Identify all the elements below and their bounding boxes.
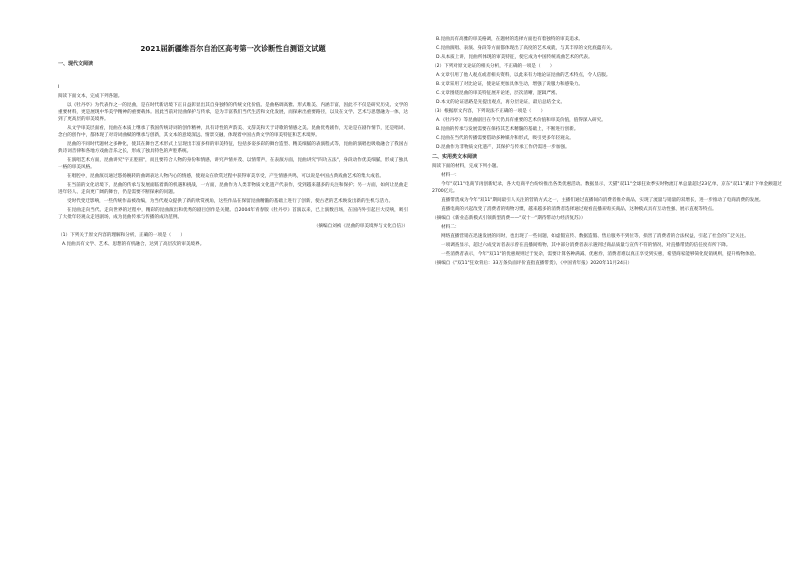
paragraph-4: 在演唱艺术方面，昆曲讲究"字正腔圆"，而且要符合人物的身份和情感，讲究声情并茂、以情带声，在表演方面，昆曲讲究"四功五法"，身段动作优美细腻，形成了独具一格的审美风格。 bbox=[58, 158, 408, 170]
material-1-paragraph-3: 直播电商的兴起改变了消费者的购物习惯，越来越多的消费者选择通过观看直播来购买商品，这种模式具有互动性强、展示直观等特点。 bbox=[441, 207, 717, 212]
q1-option-d: D.从本质上讲，昆曲所体现的审美特征，使它成为中国传统戏曲艺术的代表。 bbox=[436, 55, 593, 60]
reading-intro: 阅读下面文本，完成下列各题。 bbox=[58, 94, 123, 99]
paragraph-5: 在唱腔中，昆曲演员通过悠扬婉转的曲调表达人物内心的情感，使观众在欣赏过程中获得审美享受，产生情感共鸣，可以说是中国古典戏曲艺术的集大成者。 bbox=[67, 174, 384, 179]
reading-intro-2: 阅读下面的材料，完成下列小题。 bbox=[432, 164, 501, 169]
q2-option-b: B.文章采用了对比论证，使论证更加具体生动，增强了说服力和感染力。 bbox=[436, 82, 584, 87]
material-1-paragraph-2: 直播带货成为今年"双11"期间最引人关注的营销方式之一，主播们通过直播间向消费者推介商品，实现了流量与销量的双增长，进一步推动了电商消费的发展。 bbox=[441, 198, 764, 203]
q1-option-c: C.昆曲演唱、表演、身段等方面都体现出了高度的艺术成就，与其丰厚的文化底蕴有关。 bbox=[436, 46, 616, 51]
paragraph-6: 在当前的文化语境下，昆曲的传承与发展面临着新的机遇和挑战，一方面，昆曲作为人类非物质文化遗产代表作，受到越来越多的关注和保护；另一方面，如何让昆曲走进年轻人、走向更广阔的舞台，仍是需要不断探索的问题。 bbox=[58, 183, 408, 195]
source-citation: （摘编自刘祯《昆曲的审美境界与文化自信》） bbox=[313, 224, 408, 229]
question-2: （2）下列对原文论证的相关分析，不正确的一项是（ ） bbox=[432, 64, 555, 69]
material-2-paragraph-2: 一项调查显示，超过六成受访者表示曾在直播间购物，其中部分消费者表示遇到过商品质量与宣传不符的情况，对直播带货的信任度有所下降。 bbox=[441, 243, 731, 248]
material-2-paragraph-3: 一些消费者表示，今年"双11"的优惠规则过于复杂，需要计算各种满减、优惠券，消费者难以真正享受到实惠，希望商家能够简化促销规则，提升购物体验。 bbox=[441, 252, 759, 257]
paragraph-2: 从文学审美层面看，昆曲在本质上继承了我国传统诗词的创作精神，具有诗性的声韵美、文辞美和天于诗歌的情感之美。昆曲优秀剧作，无论是在剧作情节，还是唱词、念白的创作中，都体现了对诗词曲赋的继承与创新，其文本的意境深远、情景交融，体现着中国古典文学的审美特征和艺术境界。 bbox=[58, 126, 408, 138]
q2-option-a: A.文章引用了他人观点或者相关资料，以此来有力地论证昆曲的艺术特点，令人信服。 bbox=[436, 73, 611, 78]
paragraph-7: 受时代变迁影响，一些传统作品被改编，为当代观众提供了新的欣赏视角，这些作品在保留昆曲精髓的基础上进行了创新，使古老的艺术焕发出新的生机与活力。 bbox=[67, 199, 394, 204]
question-3: （3）根据原文内容，下列说法不正确的一项是（ ） bbox=[432, 109, 546, 114]
roman-numeral: I bbox=[58, 85, 60, 90]
q3-option-d: D.昆曲作为非物质文化遗产，其保护与传承工作仍需进一步加强。 bbox=[436, 145, 570, 150]
section-heading-1: 一、现代文阅读 bbox=[58, 61, 94, 67]
source-citation-2: （摘编自《新业态新模式引领新型消费——"双十一"期待带动力经济复苏》） bbox=[432, 216, 586, 221]
material-2-paragraph-1: 网络直播营销在迅速发展的同时，也出现了一些问题，如虚假宣传、数据造假、售后服务不到位等，损害了消费者的合法权益，引起了社会的广泛关注。 bbox=[441, 234, 749, 239]
paragraph-3: 昆曲的不同时代题材之多种化，使其在舞台艺术形式上呈现出丰富多样的审美特征，包括多姿多彩的舞台造型、精美细腻的表演程式等，昆曲的演唱也吸收融合了我国古典诗词音律和各地方戏曲音乐之长，形成了独具特色的声腔系统。 bbox=[58, 142, 408, 154]
left-column bbox=[58, 58, 408, 250]
q2-option-d: D.本文的论证思路是先提出观点，再分层论证，最后总结全文。 bbox=[436, 100, 566, 105]
material-2-label: 材料二： bbox=[441, 225, 460, 230]
q3-option-b: B.昆曲的传承与发展需要在保持其艺术精髓的基础上，不断进行创新。 bbox=[436, 127, 579, 132]
question-1-option-a: A.昆曲具有文学、艺术、思想的有机融合，达到了高层次的审美境界。 bbox=[62, 242, 205, 247]
right-column bbox=[432, 36, 782, 269]
document-title: 2021届新疆维吾尔自治区高考第一次诊断性自测语文试题 bbox=[140, 44, 326, 53]
material-1-label: 材料一： bbox=[441, 173, 460, 178]
source-citation-3: （摘编自《"双11"狂欢背后：33万条负面评价直指直播带货》，《中国青年报》2020年11月24日） bbox=[432, 261, 633, 266]
paragraph-1: 以《牡丹亭》为代表作之一的昆曲，是在时代新语境下正日益彰显出其自身独特的传统文化价值。是曲格调高雅、形式唯美、内涵丰富，因此不不仅是研究历史、文学的重要材料，更是展现中华美学精神的重要载体。因此当前对昆曲保护与传承，是为丰富我们当代生活和文化发展，而探索出重要路径，以及在文学、艺术与思想融为一体，达到了更高层的审美境界。 bbox=[58, 103, 408, 122]
q3-option-c: C.昆曲在当代的传播需要借助多种媒介和形式，吸引更多年轻观众。 bbox=[436, 136, 574, 141]
paragraph-8: 在昆曲走向当代、走向世界的过程中，精彩的昆曲演出和优秀的剧目创作是关键。自2004年青春版《牡丹亭》首演以来，已上演数百场，在国内外引起巨大反响，吸引了大批年轻观众走进剧场，成为昆曲传承与传播的成功范例。 bbox=[58, 208, 408, 220]
q3-option-a: A.《牡丹亭》等昆曲剧目在今天仍具有重要的艺术价值和审美价值，值得深入研究。 bbox=[436, 118, 606, 123]
q2-option-c: C.文章围绕昆曲的审美特征展开论述，层次清晰，逻辑严密。 bbox=[436, 91, 561, 96]
material-1-paragraph-1: 今年"双11"电商节再创新纪录，各大电商平台纷纷推出各类优惠活动。数据显示，天猫"双11"全球狂欢季实时物流订单总量超过23亿单，京东"双11"累计下单金额超过2700亿元。 bbox=[432, 182, 782, 194]
q1-option-b: B.昆曲具有高雅的审美格调，在题材的选择方面也有着独特的审美追求。 bbox=[436, 37, 584, 42]
section-heading-2: 二、实用类文本阅读 bbox=[432, 154, 478, 160]
spacer bbox=[58, 70, 408, 84]
question-1: （1）下列关于原文内容的理解和分析，正确的一项是（ ） bbox=[58, 233, 185, 238]
